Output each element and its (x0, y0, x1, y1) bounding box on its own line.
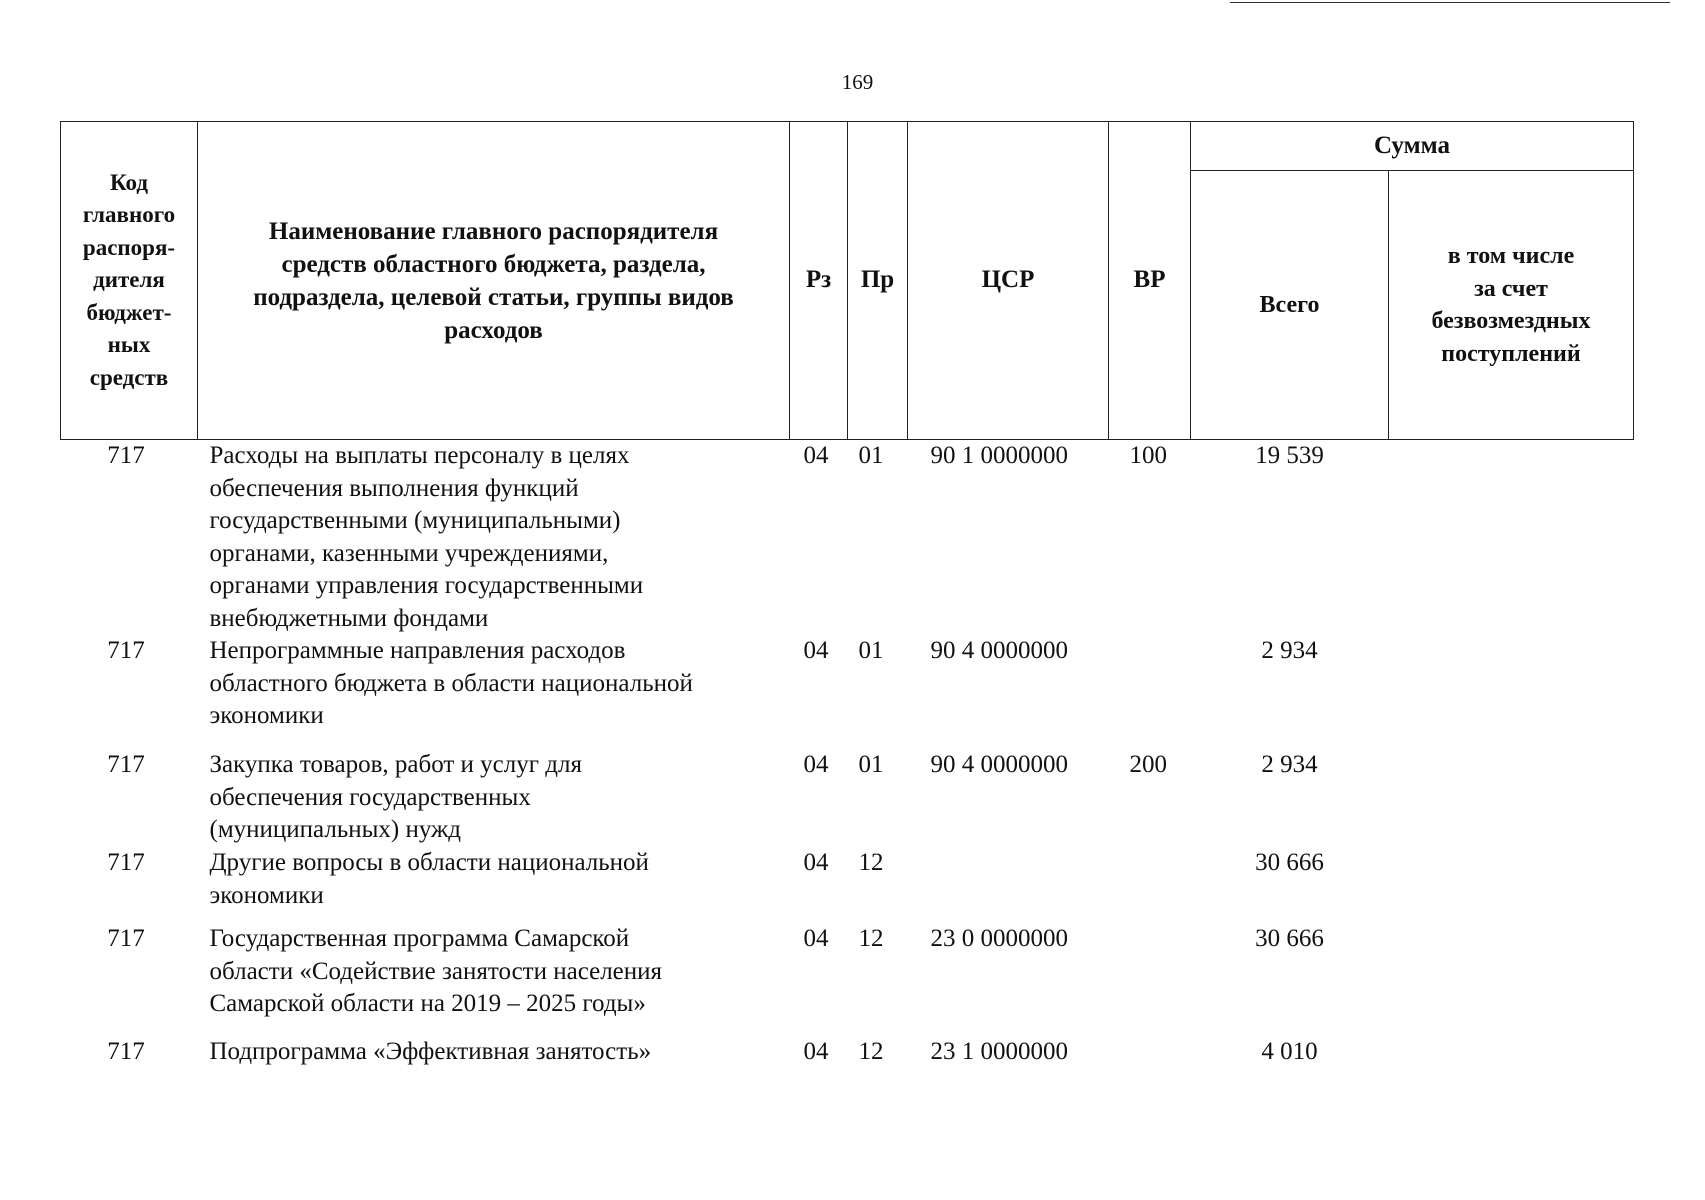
cell-rz: 04 (803, 925, 829, 952)
cell-pr: 12 (858, 849, 884, 876)
cell-vr: 200 (1129, 751, 1167, 778)
cell-name: Другие вопросы в области национальной экономики (209, 849, 649, 909)
table-row (61, 923, 1634, 1036)
cell-total: 19 539 (1255, 442, 1324, 469)
cell-pr: 12 (858, 925, 884, 952)
table-row (61, 847, 1634, 923)
table-row (61, 635, 1634, 749)
header-total: Всего (1191, 171, 1389, 440)
cell-csr: 90 4 0000000 (930, 637, 1068, 664)
cell-pr: 01 (858, 751, 884, 778)
cell-total: 2 934 (1261, 637, 1318, 664)
cell-name: Закупка товаров, работ и услуг для обеспечения государственных (муниципальных) нужд (209, 751, 582, 843)
cell-csr (908, 847, 1109, 923)
cell-total: 30 666 (1255, 849, 1324, 876)
cell-code: 717 (107, 751, 145, 778)
cell-csr: 23 1 0000000 (930, 1038, 1068, 1065)
cell-vr (1109, 1036, 1191, 1076)
table-row (61, 440, 1634, 636)
page-number: 169 (841, 70, 874, 94)
cell-rz: 04 (803, 637, 829, 664)
cell-vr (1109, 635, 1191, 749)
cell-total: 4 010 (1261, 1038, 1318, 1065)
cell-code: 717 (107, 637, 145, 664)
cell-name: Расходы на выплаты персоналу в целях обеспечения выполнения функций государственными (муниципальными) органами, казенными учреждениями, органами управления государственными внебюджетными фондами (209, 442, 644, 632)
cell-pr: 01 (858, 637, 884, 664)
header-vr: ВР (1109, 122, 1191, 440)
cell-total: 2 934 (1261, 751, 1318, 778)
budget-sheet (60, 121, 1633, 1076)
cell-name: Государственная программа Самарской области «Содействие занятости населения Самарской области на 2019 – 2025 годы» (209, 925, 663, 1017)
cell-free-receipts (1389, 847, 1634, 923)
header-sum: Сумма (1191, 122, 1634, 171)
cell-csr: 90 1 0000000 (930, 442, 1068, 469)
cell-vr (1109, 923, 1191, 1036)
header-rz: Рз (790, 122, 848, 440)
cell-csr: 23 0 0000000 (930, 925, 1068, 952)
cell-code: 717 (107, 925, 145, 952)
header-row-top (61, 122, 1634, 171)
cell-free-receipts (1389, 635, 1634, 749)
cell-total: 30 666 (1255, 925, 1324, 952)
table-row (61, 1036, 1634, 1076)
top-rule (1230, 2, 1670, 3)
cell-rz: 04 (803, 442, 829, 469)
table-row (61, 749, 1634, 847)
header-free-receipts: в том числе за счет безвозмездных поступлений (1389, 171, 1634, 440)
cell-code: 717 (107, 849, 145, 876)
cell-name: Непрограммные направления расходов областного бюджета в области национальной экономики (209, 637, 693, 729)
cell-vr (1109, 847, 1191, 923)
header-pr: Пр (848, 122, 908, 440)
cell-code: 717 (107, 442, 145, 469)
header-name: Наименование главного распорядителя средств областного бюджета, раздела, подраздела, целевой статьи, группы видов расходов (198, 122, 790, 440)
cell-free-receipts (1389, 923, 1634, 1036)
budget-table (60, 121, 1634, 1076)
cell-rz: 04 (803, 751, 829, 778)
cell-rz: 04 (803, 849, 829, 876)
header-csr: ЦСР (908, 122, 1109, 440)
header-code: Код главного распоря- дителя бюджет- ных средств (61, 122, 198, 440)
cell-name: Подпрограмма «Эффективная занятость» (209, 1038, 652, 1065)
cell-pr: 01 (858, 442, 884, 469)
cell-free-receipts (1389, 749, 1634, 847)
cell-rz: 04 (803, 1038, 829, 1065)
cell-free-receipts (1389, 440, 1634, 636)
cell-vr: 100 (1129, 442, 1167, 469)
cell-csr: 90 4 0000000 (930, 751, 1068, 778)
cell-pr: 12 (858, 1038, 884, 1065)
cell-free-receipts (1389, 1036, 1634, 1076)
cell-code: 717 (107, 1038, 145, 1065)
